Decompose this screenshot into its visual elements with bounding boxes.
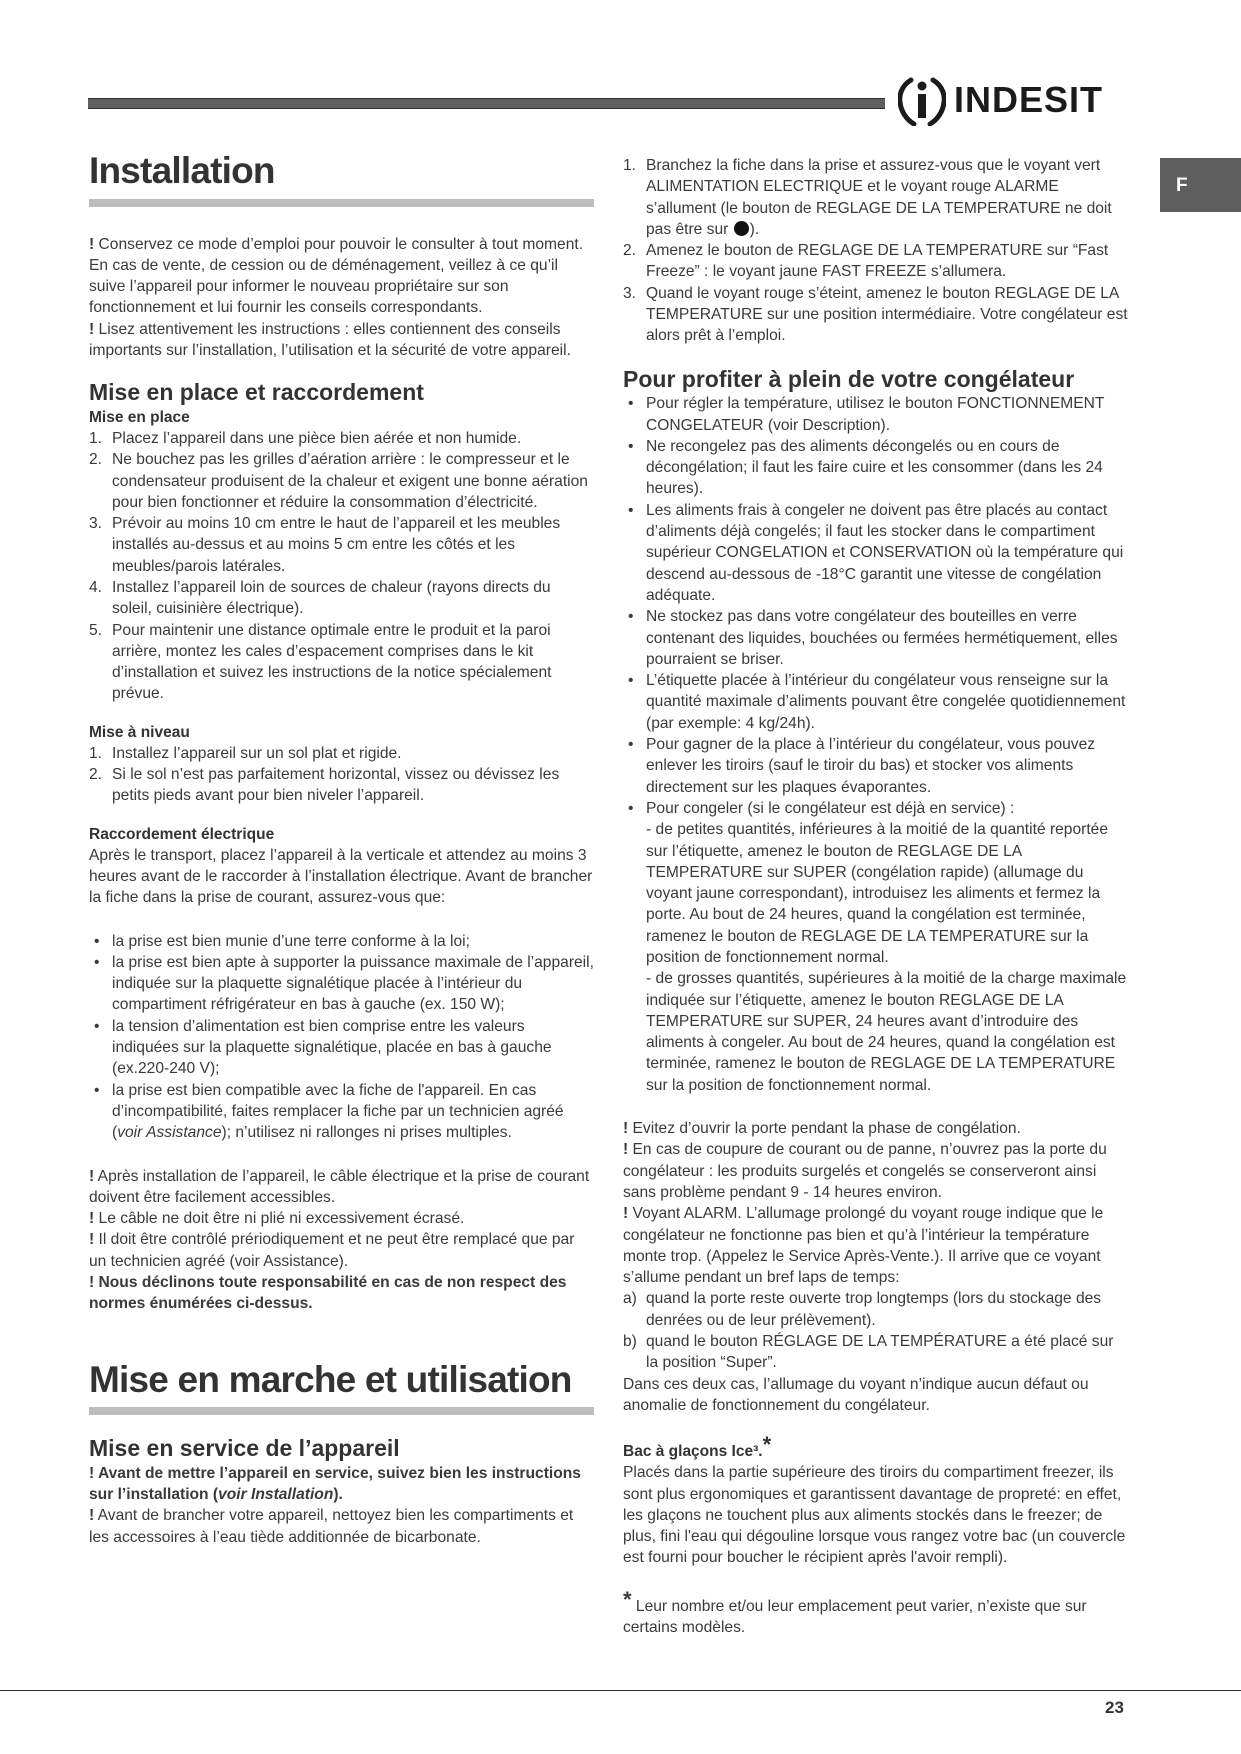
exclamation-mark: ! xyxy=(89,1210,95,1228)
enjoy-title: Pour profiter à plein de votre congélateur xyxy=(623,365,1075,392)
usage-title-rule xyxy=(89,1407,594,1415)
list-item: • la prise est bien apte à supporter la puissance maximale de l’appareil, indiquée sur la plaquette signalétique placée à l’intérieur du compartiment réfrigérateur en bas à gauche (ex. 150 W); xyxy=(89,952,594,1016)
brand-logo xyxy=(898,74,1138,126)
list-item xyxy=(89,577,594,620)
placement-list xyxy=(89,428,594,705)
list-number: 4. xyxy=(89,579,103,596)
service-note-text: Avant de brancher votre appareil, nettoyez bien les compartiments et les accessoires à l’eau tiède additionnée de bicarbonate. xyxy=(89,1507,574,1546)
electrical-subtitle: Raccordement électrique xyxy=(89,825,275,843)
list-item xyxy=(89,449,594,513)
exclamation-mark: ! xyxy=(89,1167,95,1185)
list-text: Quand le voyant rouge s’éteint, amenez le bouton REGLAGE DE LA TEMPERATURE sur une position intermédiaire. Votre congélateur est alors prêt à l’emploi. xyxy=(646,284,1128,345)
left-column xyxy=(89,150,594,1548)
exclamation-mark: ! xyxy=(623,1141,629,1159)
startup-steps xyxy=(623,155,1128,347)
list-text: ). xyxy=(749,220,760,238)
list-item: • Pour gagner de la place à l’intérieur du congélateur, vous pouvez enlever les tiroirs (sauf le tiroir du bas) et stocker vos aliments directement sur les plaques évaporantes. xyxy=(623,734,1128,798)
list-number: b) xyxy=(623,1333,637,1351)
list-item xyxy=(623,240,1128,283)
list-text: Prévoir au moins 10 cm entre le haut de l’appareil et les meubles installés au-dessus et au moins 5 cm entre les côtés et les meubles/parois latérales. xyxy=(112,515,561,575)
warning-text: Le câble ne doit être ni plié ni excessivement écrasé. xyxy=(94,1210,465,1228)
list-item xyxy=(89,513,594,577)
ice-paragraph: Placés dans la partie supérieure des tiroirs du compartiment freezer, ils sont plus ergonomiques et garantissent davantage de propreté: en effet, les glaçons ne touchent plus aux aliments stockés dans le freezer; de plus, fini l'eau qui dégouline lorsque vous rangez votre bac (un couvercle est fourni pour boucher le récipient après l'avoir rempli). xyxy=(623,1464,1126,1567)
placement-subtitle: Mise en place xyxy=(89,408,190,426)
freezer-notes xyxy=(623,1118,1128,1416)
list-item xyxy=(623,798,1128,1096)
footer-rule xyxy=(0,1690,1241,1691)
ice-title xyxy=(623,1434,1128,1462)
freeze-small-quantities: - de petites quantités, inférieures à la moitié de la quantité reportée sur l’étiquette, amenez le bouton de REGLAGE DE LA TEMPERATURE sur SUPER (congélation rapide) (allumage du voyant jaune correspondant), introduisez les aliments et fermez la porte. Au bout de 24 heures, quand la congélation est terminée, ramenez le bouton de REGLAGE DE LA TEMPERATURE sur la position de fonctionnement normal. xyxy=(646,821,1109,966)
language-tab: F xyxy=(1160,158,1241,212)
note-paragraph xyxy=(623,1118,1128,1139)
note-paragraph xyxy=(623,1203,1128,1288)
list-number: 3. xyxy=(89,515,103,533)
warning-text: Après installation de l’appareil, le câble électrique et la prise de courant doivent être facilement accessibles. xyxy=(89,1167,590,1206)
list-item xyxy=(89,620,594,705)
electrical-checklist xyxy=(89,931,594,1144)
list-text: Installez l’appareil sur un sol plat et rigide. xyxy=(112,744,402,762)
electrical-intro: Après le transport, placez l’appareil à la verticale et attendez au moins 3 heures avant de le raccorder à l’installation électrique. Avant de brancher la fiche dans la prise de courant, assurez-vous que: xyxy=(89,846,593,907)
placement-title: Mise en place et raccordement xyxy=(89,379,424,406)
ice-title-text: Bac à glaçons Ice³. xyxy=(623,1443,763,1461)
service-note xyxy=(89,1505,594,1548)
list-text: Si le sol n’est pas parfaitement horizontal, vissez ou dévissez les petits pieds avant pour bien niveler l’appareil. xyxy=(112,766,560,805)
list-text: Ne bouchez pas les grilles d’aération arrière : le compresseur et le condensateur produisent de la chaleur et exigent une bonne aération pour bien fonctionner et réduire la consommation d’électricité. xyxy=(112,451,588,511)
service-warning-text: ). xyxy=(333,1486,343,1504)
warning-paragraph xyxy=(89,1208,594,1229)
list-item: • Ne stockez pas dans votre congélateur des bouteilles en verre contenant des liquides, bouchées ou fermées hermétiquement, elles pourraient se briser. xyxy=(623,606,1128,670)
installation-title-rule xyxy=(89,199,594,207)
list-item xyxy=(623,1288,1128,1331)
list-text: Installez l’appareil loin de sources de chaleur (rayons directs du soleil, cuisinière électrique). xyxy=(112,579,551,618)
note-paragraph xyxy=(623,1139,1128,1203)
list-item: • Pour régler la température, utilisez le bouton FONCTIONNEMENT CONGELATEUR (voir Description). xyxy=(623,393,1128,436)
list-item xyxy=(623,1331,1128,1374)
footnote xyxy=(623,1586,1128,1639)
list-item: • L’étiquette placée à l’intérieur du congélateur vous renseigne sur la quantité maximale d’aliments pouvant être congelée quotidiennement (par exemple: 4 kg/24h). xyxy=(623,670,1128,734)
exclamation-mark: ! xyxy=(623,1205,629,1223)
assistance-reference: voir Assistance xyxy=(117,1124,222,1142)
header-rule xyxy=(88,98,885,109)
list-number: 2. xyxy=(89,451,103,469)
asterisk-icon: * xyxy=(623,1586,632,1612)
list-item: • Les aliments frais à congeler ne doivent pas être placés au contact d’aliments déjà congelés; il faut les stocker dans le compartiment supérieur CONGELATION et CONSERVATION où la température qui descend au-dessous de -18°C garantit une vitesse de congélation adéquate. xyxy=(623,500,1128,606)
note-text: Evitez d’ouvrir la porte pendant la phase de congélation. xyxy=(628,1120,1021,1138)
usage-title: Mise en marche et utilisation xyxy=(89,1358,572,1400)
warning-text: Il doit être contrôlé prériodiquement et ne peut être remplacé que par un technicien agréé (voir Assistance). xyxy=(89,1231,575,1270)
list-item xyxy=(89,743,594,764)
intro-text-1: Conservez ce mode d’emploi pour pouvoir le consulter à tout moment. En cas de vente, de cession ou de déménagement, veillez à ce qu’il suive l’appareil pour informer le nouveau propriétaire sur son fonctionnement et lui fournir les conseils correspondants. xyxy=(89,235,584,317)
note-text: Voyant ALARM. L’allumage prolongé du voyant rouge indique que le congélateur ne fonctionne pas bien et qu’à l’intérieur la température monte trop. (Appelez le Service Après-Vente.). Il arrive que ce voyant s’allume pendant un bref laps de temps: xyxy=(623,1205,1104,1287)
cable-warnings xyxy=(89,1166,594,1315)
list-number: 1. xyxy=(89,429,103,447)
list-number: 2. xyxy=(623,242,637,260)
right-column xyxy=(623,155,1128,1638)
service-warning-text: ! Avant de mettre l’appareil en service, suivez bien les instructions sur l’installation ( xyxy=(89,1464,581,1504)
list-number: 1. xyxy=(89,744,103,762)
list-item: • la tension d’alimentation est bien comprise entre les valeurs indiquées sur la plaquette signalétique, placée en bas à gauche (ex.220-240 V); xyxy=(89,1016,594,1080)
exclamation-mark: ! xyxy=(89,1507,95,1525)
list-number: 3. xyxy=(623,284,637,302)
intro-paragraph-1 xyxy=(89,234,594,319)
freeze-head: • Pour congeler (si le congélateur est déjà en service) : xyxy=(646,799,1015,817)
leveling-list xyxy=(89,743,594,807)
leveling-subtitle: Mise à niveau xyxy=(89,723,190,741)
freezer-tips-list xyxy=(623,393,1128,1096)
exclamation-mark: ! xyxy=(89,235,95,253)
list-text: quand le bouton RÉGLAGE DE LA TEMPÉRATURE a été placé sur la position “Super”. xyxy=(646,1333,1114,1372)
page-number: 23 xyxy=(1105,1698,1124,1717)
list-item xyxy=(623,155,1128,240)
note-text: En cas de coupure de courant ou de panne, n’ouvrez pas la porte du congélateur : les produits surgelés et congelés se conserveront ainsi sans problème pendant 9 - 14 heures environ. xyxy=(623,1141,1107,1201)
list-number: 5. xyxy=(89,621,103,639)
list-text: ); n’utilisez ni rallonges ni prises multiples. xyxy=(221,1124,512,1142)
warning-paragraph xyxy=(89,1166,594,1209)
list-text: Pour maintenir une distance optimale entre le produit et la paroi arrière, montez les cales d’espacement comprises dans le kit d’installation et suivez les instructions de la notice spécialement prévue. xyxy=(112,621,552,703)
list-item: • la prise est bien munie d’une terre conforme à la loi; xyxy=(89,931,594,952)
list-text: Branchez la fiche dans la prise et assurez-vous que le voyant vert ALIMENTATION ELECTRIQUE et le voyant rouge ALARME s’allument (le bouton de REGLAGE DE LA TEMPERATURE ne doit pas être sur xyxy=(646,157,1112,238)
exclamation-mark: ! xyxy=(623,1120,629,1138)
list-number: 1. xyxy=(623,157,637,174)
intro-paragraph-2 xyxy=(89,319,594,362)
list-item xyxy=(89,428,594,449)
list-text: quand la porte reste ouverte trop longtemps (lors du stockage des denrées ou de leur prélèvement). xyxy=(646,1290,1102,1329)
list-item xyxy=(89,1080,594,1144)
service-title: Mise en service de l’appareil xyxy=(89,1435,400,1462)
exclamation-mark: ! xyxy=(89,320,95,338)
intro-text-2: Lisez attentivement les instructions : elles contiennent des conseils importants sur l’installation, l’utilisation et la sécurité de votre appareil. xyxy=(89,320,571,360)
list-number: a) xyxy=(623,1290,637,1308)
asterisk-icon: * xyxy=(762,1432,772,1458)
disclaimer: ! Nous déclinons toute responsabilité en cas de non respect des normes énumérées ci-dessus. xyxy=(89,1274,567,1313)
list-item xyxy=(89,764,594,807)
exclamation-mark: ! xyxy=(89,1231,95,1249)
footnote-text: Leur nombre et/ou leur emplacement peut varier, n’existe que sur certains modèles. xyxy=(623,1597,1087,1636)
indesit-logo-icon xyxy=(898,74,946,126)
alarm-cases-list xyxy=(623,1288,1128,1373)
list-text: la prise est bien compatible avec la fiche de l'appareil. En cas d’incompatibilité, faites remplacer la fiche par un technicien agréé ( xyxy=(112,1081,564,1142)
brand-name: INDESIT xyxy=(954,79,1104,120)
freeze-large-quantities: - de grosses quantités, supérieures à la moitié de la charge maximale indiquée sur l’étiquette, amenez le bouton REGLAGE DE LA TEMPERATURE sur SUPER, 24 heures avant d’introduire des aliments à congeler. Au bout de 24 heures, quand la congélation est terminée, ramenez le bouton de REGLAGE DE LA TEMPERATURE sur la position de fonctionnement normal. xyxy=(646,970,1127,1094)
list-number: 2. xyxy=(89,766,103,784)
service-warning xyxy=(89,1463,594,1506)
installation-reference: voir Installation xyxy=(218,1486,334,1504)
list-item xyxy=(623,283,1128,347)
off-position-dot-icon xyxy=(734,221,749,236)
alarm-conclusion: Dans ces deux cas, l’allumage du voyant n’indique aucun défaut ou anomalie de fonctionnement du congélateur. xyxy=(623,1375,1089,1414)
installation-title: Installation xyxy=(89,150,275,191)
list-text: Placez l’appareil dans une pièce bien aérée et non humide. xyxy=(112,429,522,447)
list-item: • Ne recongelez pas des aliments décongelés ou en cours de décongélation; il faut les faire cuire et les consommer (dans les 24 heures). xyxy=(623,436,1128,500)
warning-paragraph xyxy=(89,1229,594,1272)
list-text: Amenez le bouton de REGLAGE DE LA TEMPERATURE sur “Fast Freeze” : le voyant jaune FAST FREEZE s’allumera. xyxy=(646,242,1109,281)
